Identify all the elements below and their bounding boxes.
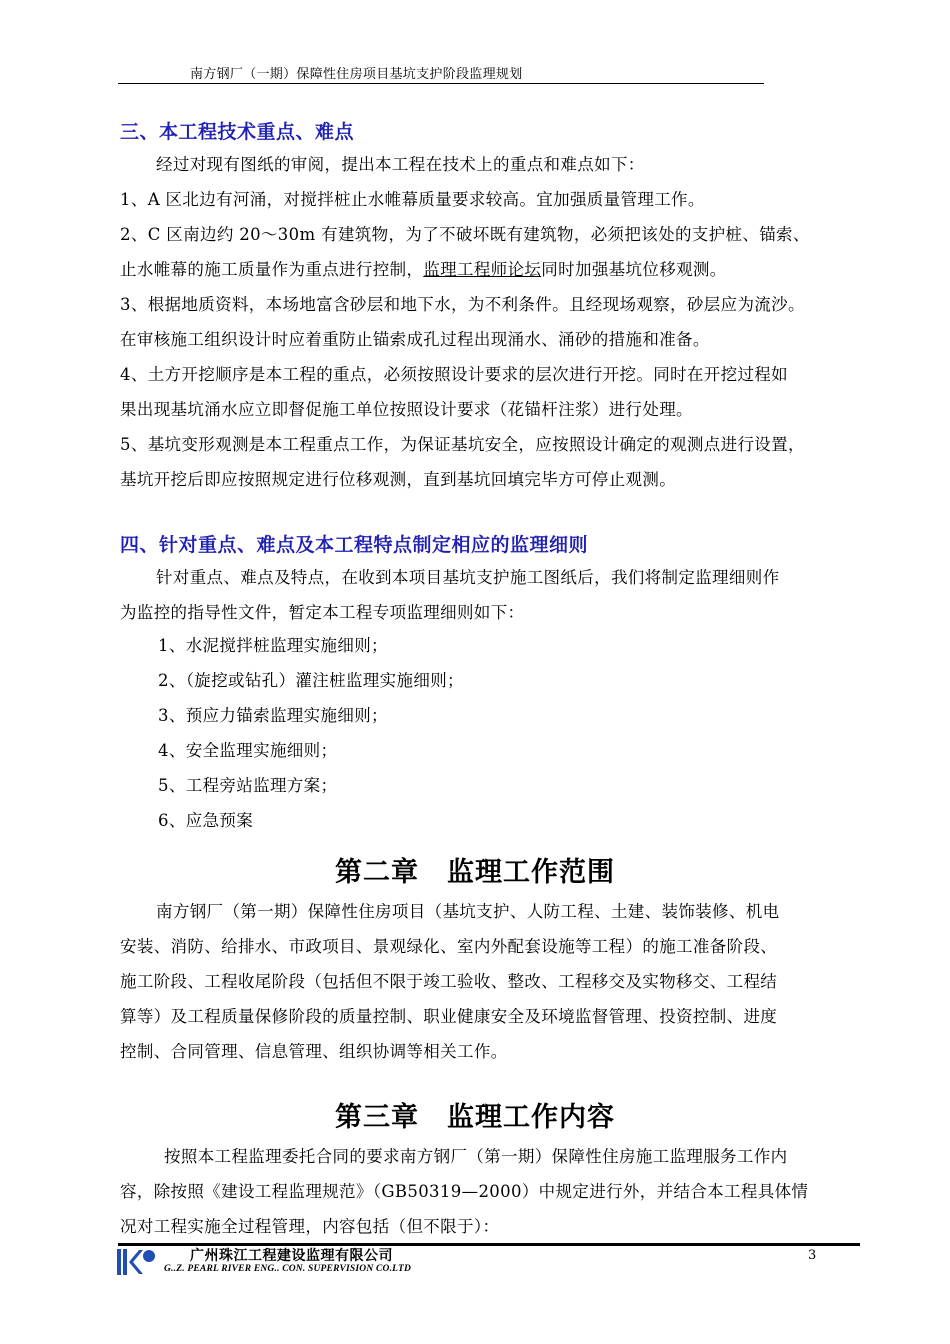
- forum-link[interactable]: 监理工程师论坛: [423, 260, 542, 279]
- list-item: 5、工程旁站监理方案；: [158, 776, 338, 795]
- list-item: 1、水泥搅拌桩监理实施细则；: [158, 636, 388, 655]
- section-3-item-2-line-1: 2、C 区南边约 20～30m 有建筑物，为了不破坏既有建筑物，必须把该处的支护桩、锚索、: [120, 225, 810, 244]
- header-divider: [118, 83, 764, 84]
- section-3-item-5-line-2: 基坑开挖后即应按照规定进行位移观测，直到基坑回填完毕方可停止观测。: [120, 470, 677, 489]
- page-header-title: 南方钢厂（一期）保障性住房项目基坑支护阶段监理规划: [190, 67, 523, 82]
- section-3-item-2-line-2: 止水帷幕的施工质量作为重点进行控制，监理工程师论坛同时加强基坑位移观测。: [120, 260, 727, 279]
- chapter-2-body: 南方钢厂（第一期）保障性住房项目（基坑支护、人防工程、土建、装饰装修、机电 安装、消防、给排水、市政项目、景观绿化、室内外配套设施等工程）的施工准备阶段、 施工阶段、工程收尾阶段（包括但不限于竣工验收、整改、工程移交及实物移交、工程结 算等）及工程质量保修阶段的质量控制、职业健康安全及环境监督管理、投资控制、进度 控制、合同管理、信息管理、组织协调等相关工作。: [120, 902, 780, 1061]
- list-item: 2、（旋挖或钻孔）灌注桩监理实施细则；: [158, 671, 464, 690]
- page-number: 3: [808, 1248, 817, 1263]
- section-4-title: 四、针对重点、难点及本工程特点制定相应的监理细则: [120, 534, 589, 556]
- chapter-2-title: 第二章 监理工作范围: [335, 857, 615, 888]
- footer-company-name-cn: 广州珠江工程建设监理有限公司: [190, 1248, 393, 1264]
- chapter-3-title: 第三章 监理工作内容: [335, 1102, 615, 1133]
- company-logo-icon: [115, 1247, 157, 1277]
- list-item: 6、应急预案: [158, 811, 254, 830]
- list-item: 3、预应力锚索监理实施细则；: [158, 706, 388, 725]
- footer-company-name-en: G..Z. PEARL RIVER ENG.. CON. SUPERVISION CO.LTD: [164, 1264, 412, 1274]
- section-3-title: 三、本工程技术重点、难点: [120, 121, 355, 143]
- chapter-3-body: 按照本工程监理委托合同的要求南方钢厂（第一期）保障性住房施工监理服务工作内 容，除按照《建设工程监理规范》（GB50319—2000）中规定进行外，并结合本工程具体情 况对工程实施全过程管理，内容包括（但不限于）：: [120, 1147, 809, 1236]
- section-3-intro: 经过对现有图纸的审阅，提出本工程在技术上的重点和难点如下：: [156, 155, 645, 174]
- section-3-item-1: 1、A 区北边有河涌，对搅拌桩止水帷幕质量要求较高。宜加强质量管理工作。: [120, 190, 705, 209]
- section-3-body: [120, 147, 886, 497]
- section-3-item-3-line-2: 在审核施工组织设计时应着重防止锚索成孔过程出现涌水、涌砂的措施和准备。: [120, 330, 710, 349]
- section-3-item-4-line-1: 4、土方开挖顺序是本工程的重点，必须按照设计要求的层次进行开挖。同时在开挖过程如: [120, 365, 788, 384]
- section-4-intro: 针对重点、难点及特点，在收到本项目基坑支护施工图纸后，我们将制定监理细则作 为监控的指导性文件，暂定本工程专项监理细则如下：: [120, 568, 780, 622]
- section-3-item-3-line-1: 3、根据地质资料，本场地富含砂层和地下水，为不利条件。且经现场观察，砂层应为流沙。: [120, 295, 805, 314]
- list-item: 4、安全监理实施细则；: [158, 741, 338, 760]
- section-3-item-5-line-1: 5、基坑变形观测是本工程重点工作，为保证基坑安全，应按照设计确定的观测点进行设置，: [120, 435, 805, 454]
- section-3-item-4-line-2: 果出现基坑涌水应立即督促施工单位按照设计要求（花锚杆注浆）进行处理。: [120, 400, 693, 419]
- rules-list: [158, 628, 858, 838]
